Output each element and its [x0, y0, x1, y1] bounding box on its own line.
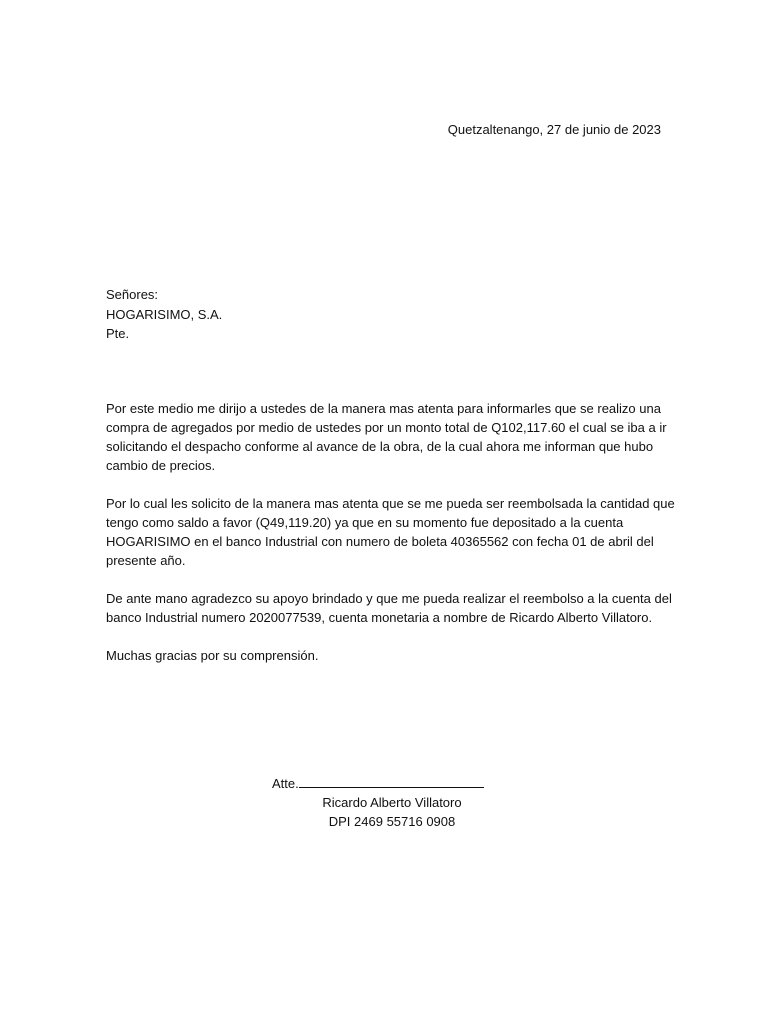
- recipient-company: HOGARISIMO, S.A.: [106, 306, 223, 322]
- body-line: compra de agregados por medio de ustedes por un monto total de Q102,117.60 el cual se iba a ir: [106, 420, 667, 435]
- body-paragraph-4: [106, 646, 666, 665]
- letter-body: [106, 399, 675, 684]
- body-line: De ante mano agradezco su apoyo brindado y que me pueda realizar el reembolso a la cuenta del: [106, 591, 672, 606]
- signer-dpi: DPI 2469 55716 0908: [328, 814, 456, 829]
- signature-label: Atte.: [272, 776, 299, 791]
- body-paragraph-2: [106, 494, 675, 570]
- body-line: tengo como saldo a favor (Q49,119.20) ya que en su momento fue depositado a la cuenta: [106, 515, 624, 530]
- signature-line: [299, 773, 484, 788]
- signer-name: Ricardo Alberto Villatoro: [322, 795, 462, 810]
- body-line: solicitando el despacho conforme al avance de la obra, de la cual ahora me informan que hubo: [106, 439, 654, 454]
- body-paragraph-1: [106, 399, 666, 475]
- recipient-greeting: Señores:: [106, 287, 159, 302]
- body-paragraph-3: [106, 589, 672, 627]
- body-line: Por este medio me dirijo a ustedes de la manera mas atenta para informarles que se realizo una: [106, 401, 661, 416]
- body-line: banco Industrial numero 2020077539, cuenta monetaria a nombre de Ricardo Alberto Villatoro.: [106, 610, 653, 625]
- body-line: Muchas gracias por su comprensión.: [106, 648, 319, 663]
- signature-block: [272, 773, 512, 831]
- body-line: cambio de precios.: [106, 458, 216, 473]
- body-line: presente año.: [106, 553, 186, 568]
- body-line: Por lo cual les solicito de la manera mas atenta que se me pueda ser reembolsada la cantidad que: [106, 496, 675, 511]
- letter-date: Quetzaltenango, 27 de junio de 2023: [447, 122, 661, 137]
- body-line: HOGARISIMO en el banco Industrial con numero de boleta 40365562 con fecha 01 de abril del: [106, 534, 654, 549]
- recipient-block: [106, 285, 222, 344]
- recipient-location: Pte.: [106, 326, 130, 341]
- signature-line-row: [272, 773, 512, 793]
